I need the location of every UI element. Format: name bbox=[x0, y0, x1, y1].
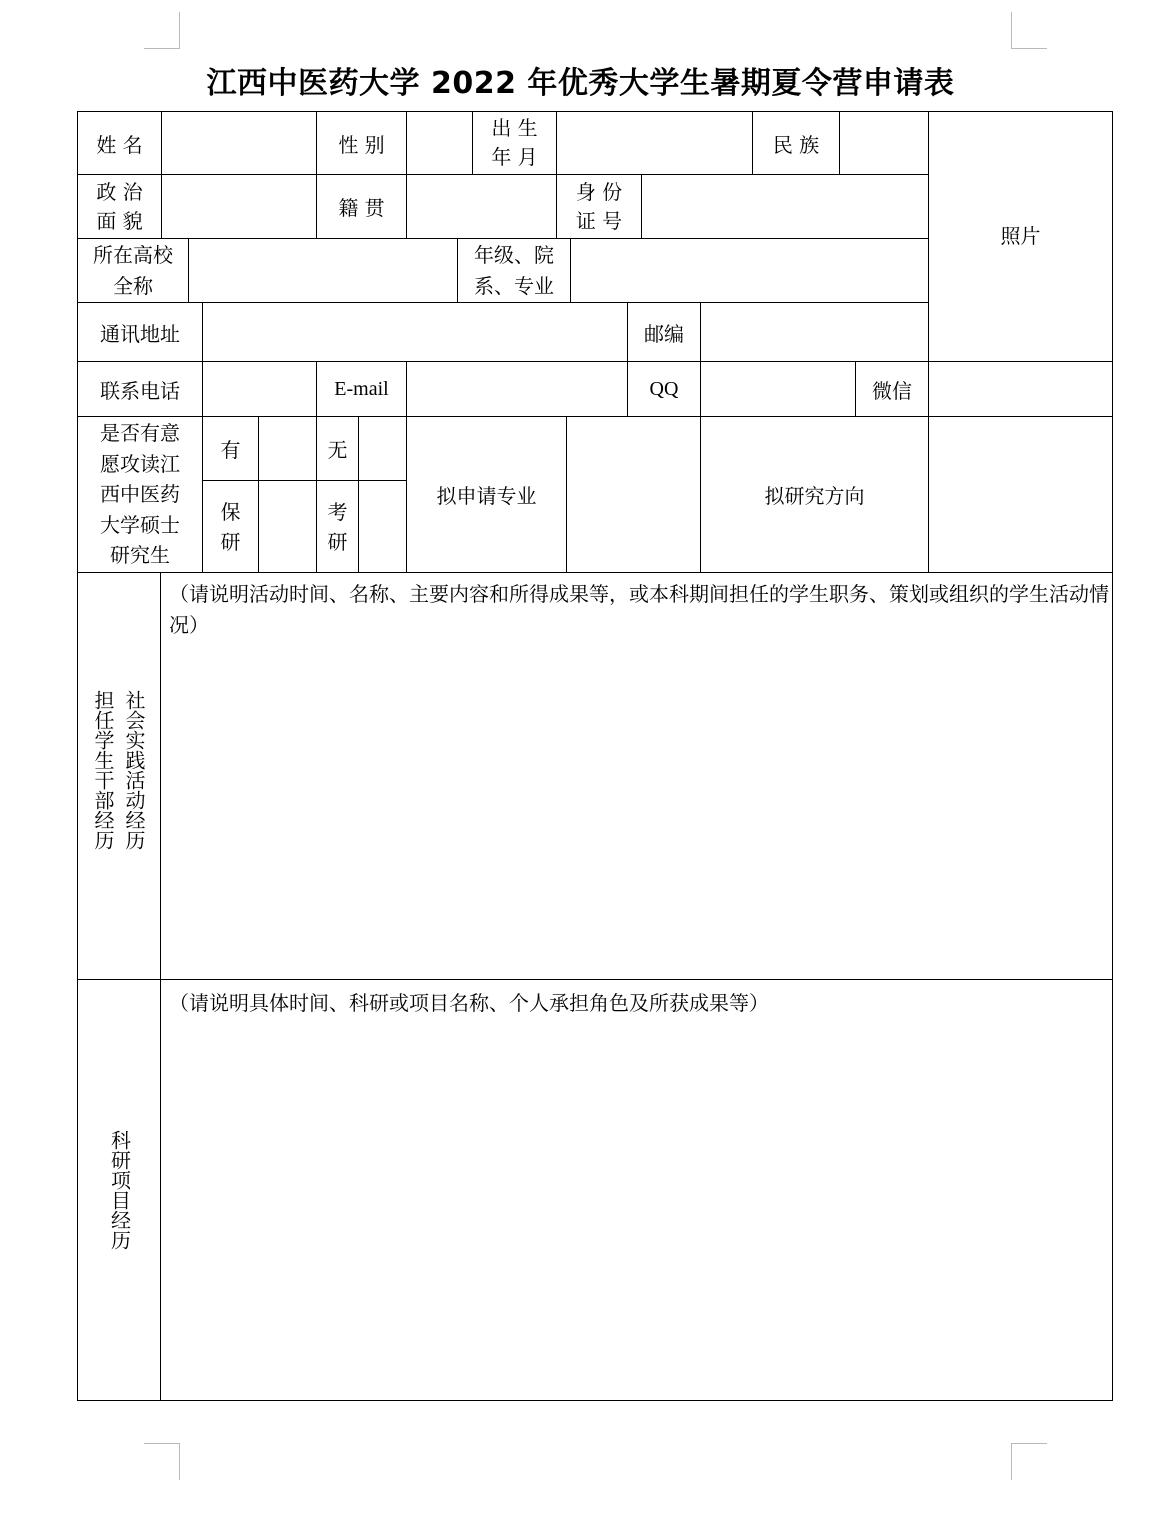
intent-label-line3: 西中医药 bbox=[100, 482, 180, 507]
phone-label-cell bbox=[77, 361, 203, 417]
research-input-cell[interactable] bbox=[160, 979, 1113, 1401]
grade-label-cell bbox=[457, 238, 571, 303]
research-direction-label-cell bbox=[700, 416, 929, 573]
native-label: 籍 贯 bbox=[338, 196, 385, 220]
recommend-label-line1: 保 bbox=[220, 499, 241, 524]
research-note: （请说明具体时间、科研或项目名称、个人承担角色及所获成果等） bbox=[169, 991, 769, 1015]
recommend-label-line2: 研 bbox=[220, 529, 241, 554]
wechat-label-cell bbox=[855, 361, 929, 417]
postcode-input-cell[interactable] bbox=[700, 302, 929, 362]
phone-label: 联系电话 bbox=[100, 378, 180, 403]
grade-label-line2: 系、专业 bbox=[474, 273, 554, 298]
exam-checkbox-cell[interactable] bbox=[358, 480, 407, 573]
intended-major-input-cell[interactable] bbox=[566, 416, 701, 573]
yes-checkbox-cell[interactable] bbox=[258, 416, 317, 481]
intent-label-line2: 愿攻读江 bbox=[100, 451, 180, 476]
intent-label-line1: 是否有意 bbox=[100, 421, 180, 446]
politics-input-cell[interactable] bbox=[161, 174, 317, 239]
politics-label-line2: 面 貌 bbox=[96, 208, 143, 233]
school-input-cell[interactable] bbox=[188, 238, 458, 303]
gender-input-cell[interactable] bbox=[406, 111, 473, 175]
id-label-line2: 证 号 bbox=[575, 208, 623, 233]
ethnicity-label-cell bbox=[752, 111, 840, 175]
intent-label-line5: 研究生 bbox=[110, 543, 170, 568]
email-input-cell[interactable] bbox=[406, 361, 628, 417]
id-label-line1: 身 份 bbox=[575, 179, 623, 204]
social-practice-label: 社会实践活动经历 bbox=[122, 690, 146, 850]
qq-label: QQ bbox=[649, 377, 679, 400]
birth-label-line2: 年 月 bbox=[491, 145, 538, 169]
social-note: （请说明活动时间、名称、主要内容和所得成果等，或本科期间担任的学生职务、策划或组织的学生活动情况） bbox=[169, 582, 1109, 637]
postcode-label: 邮编 bbox=[644, 321, 684, 346]
name-input-cell[interactable] bbox=[161, 111, 317, 175]
recommend-checkbox-cell[interactable] bbox=[258, 480, 317, 573]
yes-label-cell bbox=[202, 416, 259, 481]
phone-input-cell[interactable] bbox=[202, 361, 317, 417]
school-label-cell bbox=[77, 238, 189, 303]
research-experience-label: 科研项目经历 bbox=[107, 1130, 132, 1250]
school-label-line2: 全称 bbox=[113, 273, 153, 298]
no-checkbox-cell[interactable] bbox=[358, 416, 407, 481]
form-title: 江西中医药大学 2022 年优秀大学生暑期夏令营申请表 bbox=[206, 66, 955, 101]
politics-label-cell bbox=[77, 174, 162, 239]
intended-major-label-cell bbox=[406, 416, 567, 573]
research-direction-input-cell[interactable] bbox=[928, 416, 1113, 573]
intent-label-line4: 大学硕士 bbox=[100, 512, 180, 537]
native-input-cell[interactable] bbox=[406, 174, 557, 239]
qq-label-cell bbox=[627, 361, 701, 417]
research-direction-label: 拟研究方向 bbox=[764, 484, 865, 508]
id-label-cell bbox=[556, 174, 642, 239]
gender-label-cell bbox=[316, 111, 407, 175]
grade-label-line1: 年级、院 bbox=[474, 242, 554, 267]
photo-cell[interactable] bbox=[928, 111, 1113, 362]
no-label: 无 bbox=[327, 438, 348, 462]
intended-major-label: 拟申请专业 bbox=[436, 484, 537, 508]
qq-input-cell[interactable] bbox=[700, 361, 856, 417]
student-cadre-label: 担任学生干部经历 bbox=[91, 690, 115, 850]
native-label-cell bbox=[316, 174, 407, 239]
address-label-cell bbox=[77, 302, 203, 362]
birth-label-cell bbox=[472, 111, 557, 175]
crop-mark-bottom-left bbox=[144, 1443, 180, 1480]
birth-label-line1: 出 生 bbox=[491, 116, 538, 140]
address-label: 通讯地址 bbox=[100, 321, 180, 346]
research-label-cell bbox=[77, 979, 161, 1401]
gender-label: 性 别 bbox=[338, 132, 385, 157]
recommend-label-cell bbox=[202, 480, 259, 573]
email-label: E-mail bbox=[334, 377, 389, 400]
crop-mark-top-right bbox=[1011, 12, 1047, 49]
photo-label: 照片 bbox=[1000, 224, 1041, 248]
ethnicity-input-cell[interactable] bbox=[839, 111, 929, 175]
crop-mark-top-left bbox=[144, 12, 180, 49]
exam-label-cell bbox=[316, 480, 359, 573]
wechat-input-cell[interactable] bbox=[928, 361, 1113, 417]
yes-label: 有 bbox=[220, 438, 241, 462]
wechat-label: 微信 bbox=[872, 378, 912, 403]
name-label: 姓 名 bbox=[96, 132, 143, 157]
ethnicity-label: 民 族 bbox=[772, 132, 820, 157]
exam-label-line2: 研 bbox=[327, 529, 348, 554]
address-input-cell[interactable] bbox=[202, 302, 628, 362]
crop-mark-bottom-right bbox=[1011, 1443, 1047, 1480]
grade-input-cell[interactable] bbox=[570, 238, 929, 303]
school-label-line1: 所在高校 bbox=[93, 242, 173, 267]
id-input-cell[interactable] bbox=[641, 174, 929, 239]
birth-input-cell[interactable] bbox=[556, 111, 753, 175]
email-label-cell bbox=[316, 361, 407, 417]
exam-label-line1: 考 bbox=[327, 499, 348, 524]
social-label-cell bbox=[77, 572, 161, 980]
name-label-cell bbox=[77, 111, 162, 175]
intent-label-cell bbox=[77, 416, 203, 573]
social-input-cell[interactable] bbox=[160, 572, 1113, 980]
politics-label-line1: 政 治 bbox=[96, 179, 143, 204]
no-label-cell bbox=[316, 416, 359, 481]
postcode-label-cell bbox=[627, 302, 701, 362]
